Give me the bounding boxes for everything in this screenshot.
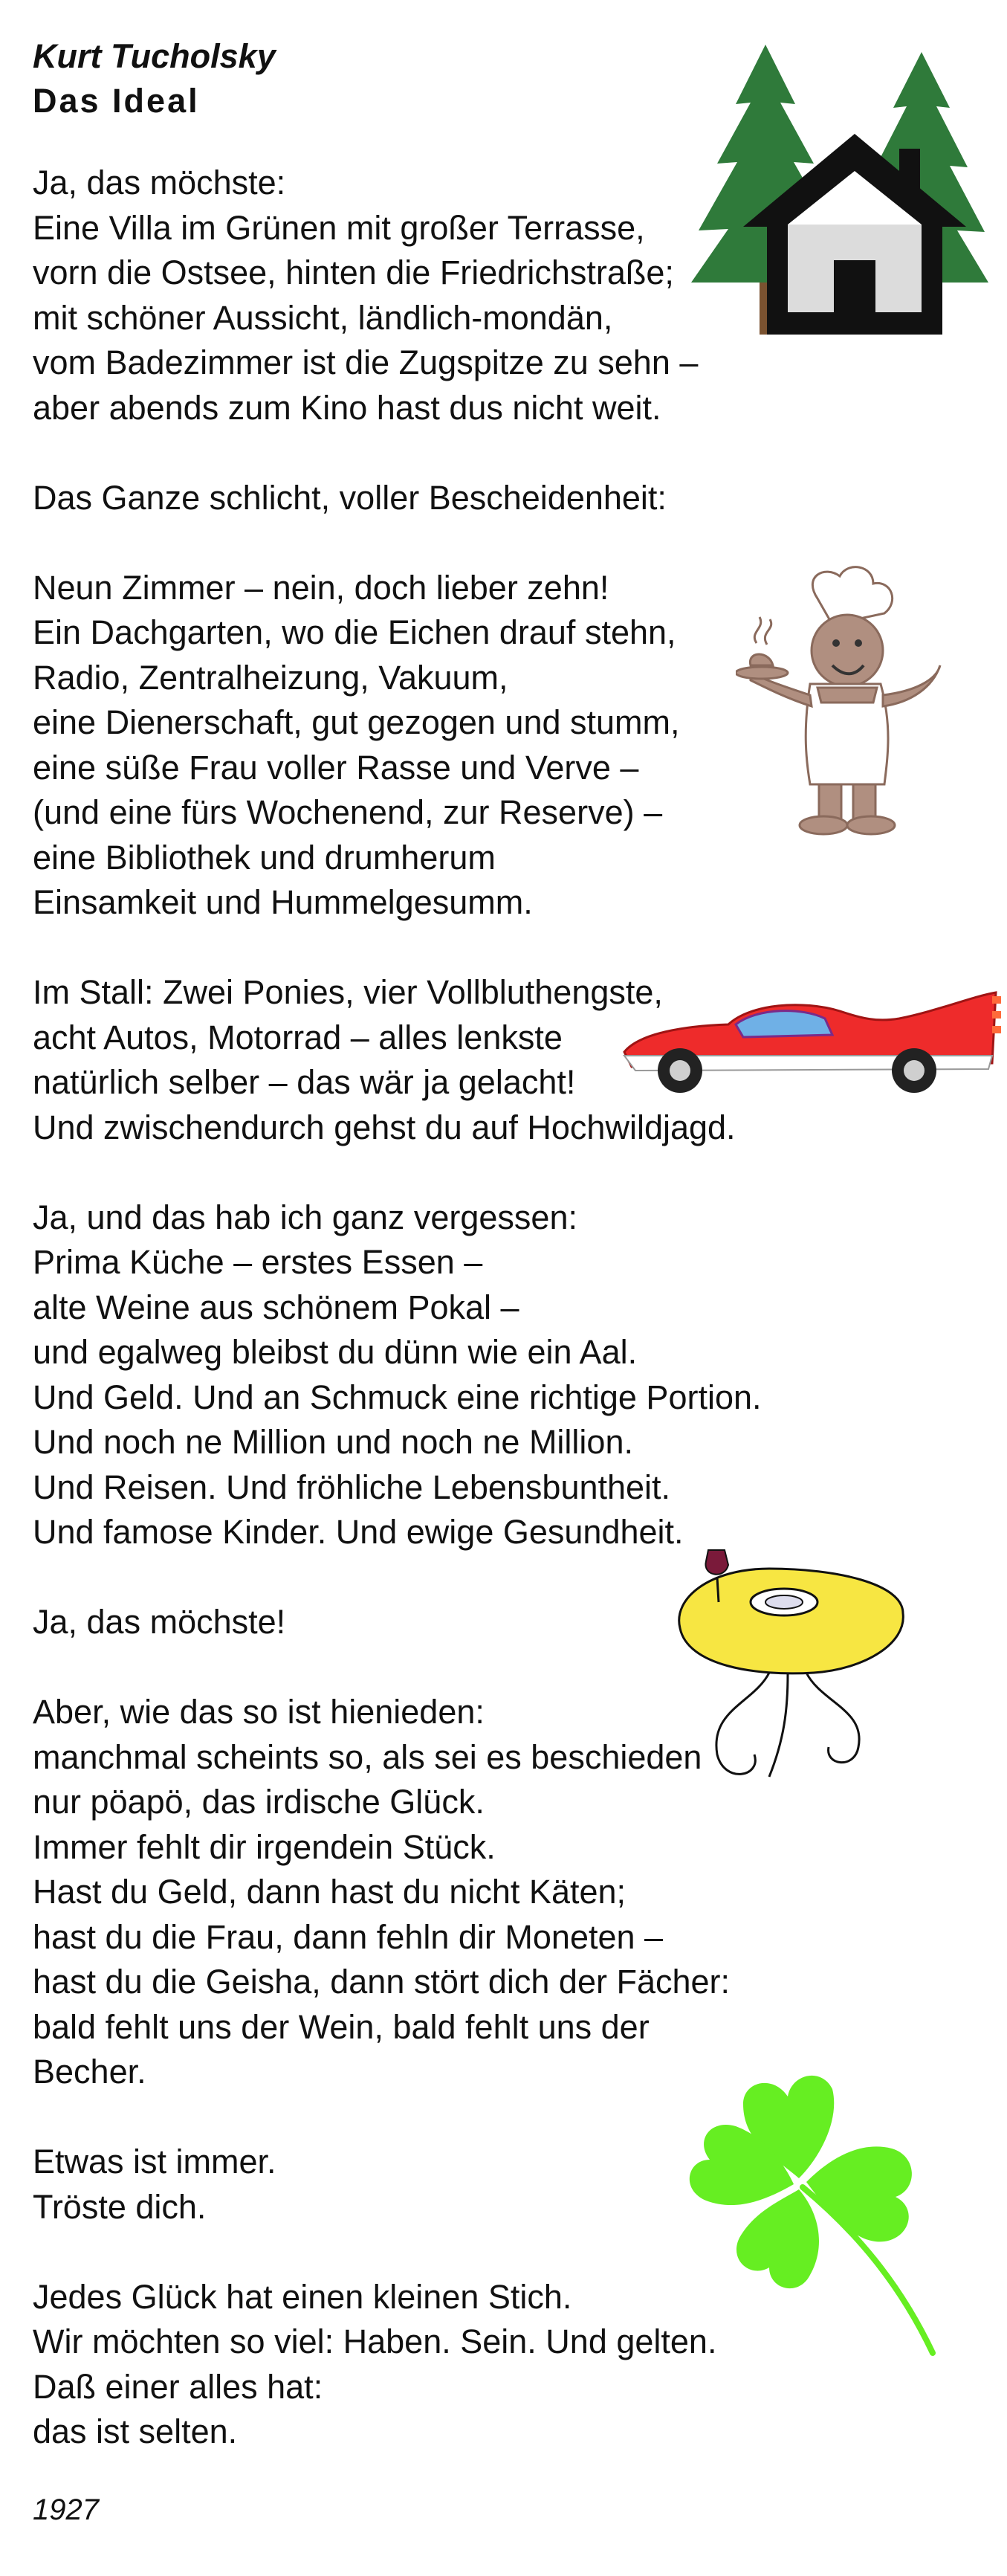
poem-line: Ja, das möchste: [33,164,286,201]
poem-line: Prima Küche – erstes Essen – [33,1243,483,1281]
stanza-2 [33,476,820,521]
poem-title: Das Ideal [33,82,200,120]
poem-line: Jedes Glück hat einen kleinen Stich. [33,2277,572,2316]
poem-line: Ja, das möchste! [33,1603,286,1641]
poem-line: Ein Dachgarten, wo die Eichen drauf stehn, [33,613,676,651]
poem-line: vom Badezimmer ist die Zugspitze zu sehn – [33,343,699,381]
poem-line: das ist selten. [33,2412,238,2450]
poem-line: natürlich selber – das wär ja gelacht! [33,1063,576,1101]
poem-line: aber abends zum Kino hast dus nicht weit. [33,388,661,427]
poem-line: eine süße Frau voller Rasse und Verve – [33,748,639,787]
poem-line: eine Bibliothek und drumherum [33,838,496,877]
poem-line: Das Ganze schlicht, voller Bescheidenheit: [33,478,667,517]
poem-line: mit schöner Aussicht, ländlich-mondän, [33,298,613,337]
poem-line: eine Dienerschaft, gut gezogen und stumm, [33,703,680,741]
poem-line: Und famose Kinder. Und ewige Gesundheit. [33,1513,684,1551]
poem-line: Daß einer alles hat: [33,2367,323,2406]
car-icon [617,981,1003,1100]
poem-line: hast du die Frau, dann fehln dir Moneten – [33,1917,664,1956]
poem-line: Im Stall: Zwei Ponies, vier Vollbluthengste, [33,973,663,1011]
house-trees-icon [676,37,988,342]
poem-line: Tröste dich. [33,2187,207,2226]
poem-line: Hast du Geld, dann hast du nicht Käten; [33,1873,626,1911]
poem-line: Eine Villa im Grünen mit großer Terrasse, [33,208,645,247]
poem-line: Und Reisen. Und fröhliche Lebensbuntheit. [33,1468,671,1506]
poem-line: vorn die Ostsee, hinten die Friedrichstraße; [33,254,674,291]
poem-line: Und zwischendurch gehst du auf Hochwildjagd. [33,1108,736,1146]
poem-line: Becher. [33,2053,146,2091]
poem-line: Neun Zimmer – nein, doch lieber zehn! [33,568,609,607]
stanza-3 [33,566,820,926]
poem-line: bald fehlt uns der Wein, bald fehlt uns der [33,2007,650,2046]
poem-line: manchmal scheints so, als sei es beschieden [33,1737,702,1776]
poem-line: nur pöapö, das irdische Glück. [33,1783,485,1821]
poem-line: Und noch ne Million und noch ne Million. [33,1423,633,1461]
poem-line: acht Autos, Motorrad – alles lenkste [33,1018,563,1056]
poem-line: (und eine fürs Wochenend, zur Reserve) – [33,793,663,831]
poem-line: Immer fehlt dir irgendein Stück. [33,1827,496,1866]
chef-icon [736,561,951,836]
author-name: Kurt Tucholsky [33,37,276,75]
poem-line: Wir möchten so viel: Haben. Sein. Und gelten. [33,2322,717,2360]
poem-line: und egalweg bleibst du dünn wie ein Aal. [33,1333,638,1371]
poem-line: Radio, Zentralheizung, Vakuum, [33,658,508,697]
poem-line: Ja, und das hab ich ganz vergessen: [33,1198,577,1236]
poem-line: Etwas ist immer. [33,2143,276,2180]
cafe-table-icon [665,1539,918,1807]
poem-line: Einsamkeit und Hummelgesumm. [33,883,533,921]
poem-line: Und Geld. Und an Schmuck eine richtige Portion. [33,1378,762,1416]
poem-line: alte Weine aus schönem Pokal – [33,1288,519,1326]
stanza-5 [33,1195,820,1555]
poem-line: Aber, wie das so ist hienieden: [33,1693,485,1731]
poem-year: 1927 [33,2493,99,2526]
poem-line: hast du die Geisha, dann stört dich der Fächer: [33,1963,731,2001]
clover-icon [661,2052,974,2364]
